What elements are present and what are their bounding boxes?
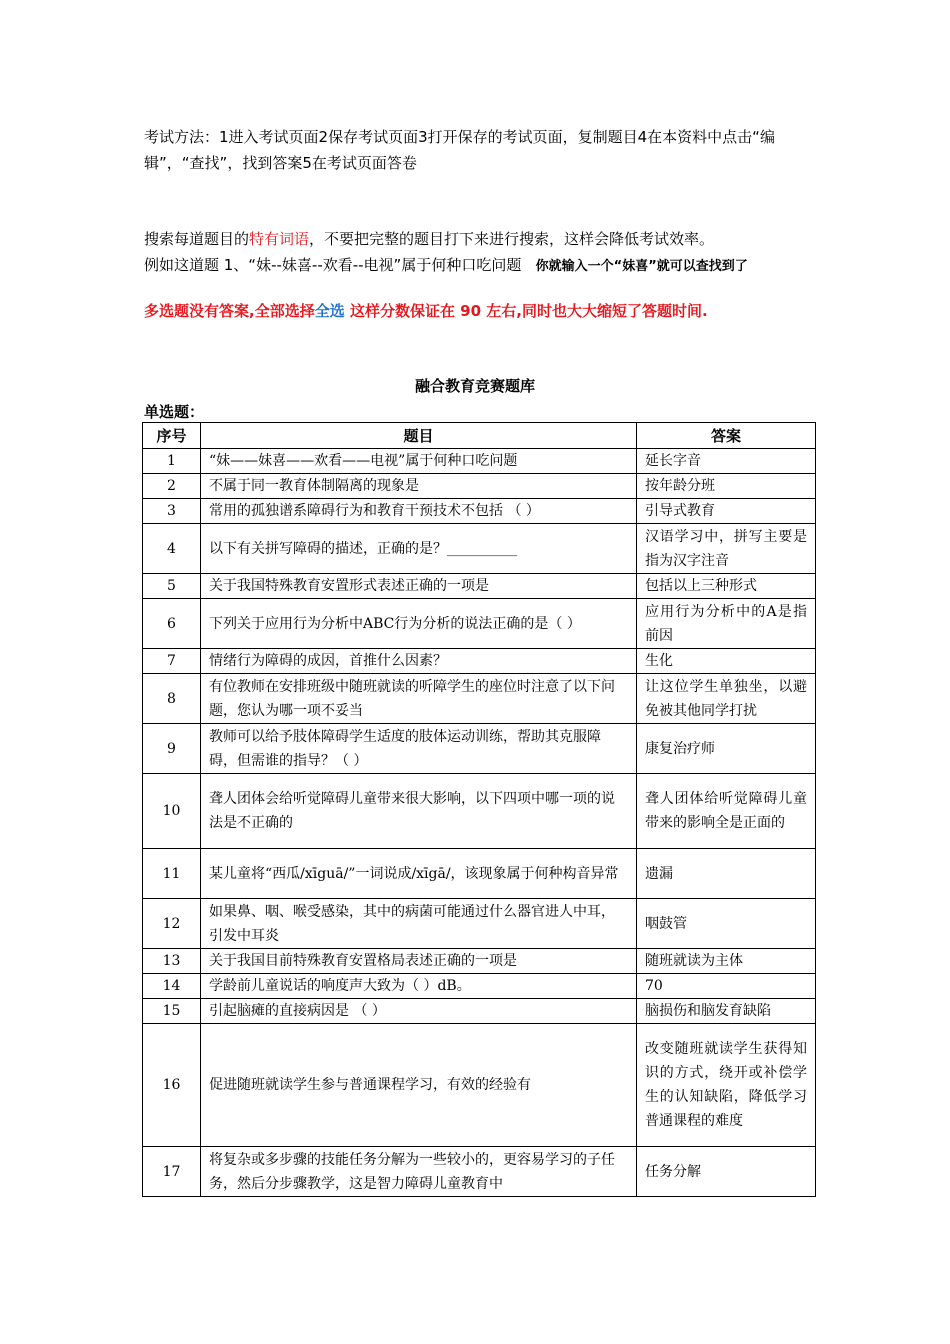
search-tip-text: 搜索每道题目的 — [144, 230, 250, 248]
row-question: 情绪行为障碍的成因，首推什么因素？ — [201, 649, 637, 674]
row-question: 以下有关拼写障碍的描述，正确的是？__________ — [201, 524, 637, 574]
row-number: 11 — [143, 849, 201, 899]
table-row — [143, 774, 816, 849]
table-row — [143, 474, 816, 499]
row-answer: 脑损伤和脑发育缺陷 — [637, 999, 816, 1024]
row-question: 教师可以给予肢体障碍学生适度的肢体运动训练，帮助其克服障碍，但需谁的指导？（ ） — [201, 724, 637, 774]
row-question-text: 将复杂或多步骤的技能任务分解为一些较小的，更容易学习的子任务，然后分步骤教学，这是智力障碍儿童教育中 — [209, 1151, 615, 1192]
section-label: 单选题： — [144, 403, 205, 421]
row-answer: 让这位学生单独坐，以避免被其他同学打扰 — [637, 674, 816, 724]
row-number: 9 — [143, 724, 201, 774]
row-answer: 70 — [637, 974, 816, 999]
row-answer: 改变随班就读学生获得知识的方式，绕开或补偿学生的认知缺陷，降低学习普通课程的难度 — [637, 1024, 816, 1147]
table-row — [143, 499, 816, 524]
multi-choice-text-end: 这样分数保证在 90 左右,同时也大大缩短了答题时间. — [344, 302, 708, 320]
row-answer: 聋人团体给听觉障碍儿童带来的影响全是正面的 — [637, 774, 816, 849]
row-question: 有位教师在安排班级中随班就读的听障学生的座位时注意了以下问题，您认为哪一项不妥当 — [201, 674, 637, 724]
table-row — [143, 449, 816, 474]
table-row — [143, 974, 816, 999]
search-tip-text-end: ，不要把完整的题目打下来进行搜索，这样会降低考试效率。 — [309, 230, 715, 248]
row-answer: 生化 — [637, 649, 816, 674]
row-number: 17 — [143, 1147, 201, 1197]
row-number: 14 — [143, 974, 201, 999]
row-question: 促进随班就读学生参与普通课程学习，有效的经验有 — [201, 1024, 637, 1147]
table-row — [143, 649, 816, 674]
row-answer: 咽鼓管 — [637, 899, 816, 949]
table-row — [143, 599, 816, 649]
row-answer: 引导式教育 — [637, 499, 816, 524]
table-header-row — [143, 423, 816, 449]
row-question: 下列关于应用行为分析中ABC行为分析的说法正确的是（ ） — [201, 599, 637, 649]
table-row — [143, 674, 816, 724]
table-row — [143, 1147, 816, 1197]
row-question: 聋人团体会给听觉障碍儿童带来很大影响，以下四项中哪一项的说法是不正确的 — [201, 774, 637, 849]
row-answer: 康复治疗师 — [637, 724, 816, 774]
header-question: 题目 — [201, 423, 637, 449]
row-question: 学龄前儿童说话的响度声大致为（ ）dB。 — [201, 974, 637, 999]
table-row — [143, 524, 816, 574]
exam-method-paragraph: 考试方法：1进入考试页面2保存考试页面3打开保存的考试页面，复制题目4在本资料中点击“编辑”，“查找”，找到答案5在考试页面答卷 — [144, 128, 775, 172]
document-title: 融合教育竞赛题库 — [414, 377, 535, 395]
row-number: 13 — [143, 949, 201, 974]
table-row — [143, 899, 816, 949]
table-row — [143, 1024, 816, 1147]
row-number: 6 — [143, 599, 201, 649]
question-answer-table — [142, 422, 816, 1197]
row-answer: 随班就读为主体 — [637, 949, 816, 974]
row-answer: 汉语学习中，拼写主要是指为汉字注音 — [637, 524, 816, 574]
row-number: 1 — [143, 449, 201, 474]
row-question: 不属于同一教育体制隔离的现象是 — [201, 474, 637, 499]
row-number: 4 — [143, 524, 201, 574]
row-question: 关于我国目前特殊教育安置格局表述正确的一项是 — [201, 949, 637, 974]
table-row — [143, 574, 816, 599]
row-number: 5 — [143, 574, 201, 599]
search-tip-paragraph — [144, 226, 816, 280]
table-row — [143, 999, 816, 1024]
header-number: 序号 — [143, 423, 201, 449]
row-number: 3 — [143, 499, 201, 524]
multi-choice-tip — [144, 298, 824, 324]
row-question — [201, 1147, 637, 1197]
row-answer: 延长字音 — [637, 449, 816, 474]
row-question: 引起脑瘫的直接病因是 （ ） — [201, 999, 637, 1024]
row-question: 如果鼻、咽、喉受感染，其中的病菌可能通过什么器官进人中耳，引发中耳炎 — [201, 899, 637, 949]
row-number: 12 — [143, 899, 201, 949]
multi-choice-text: 多选题没有答案,全部选择 — [144, 302, 315, 320]
row-number: 16 — [143, 1024, 201, 1147]
row-answer: 应用行为分析中的A是指前因 — [637, 599, 816, 649]
table-row — [143, 949, 816, 974]
row-question: 某儿童将“西瓜/xīguā/”一词说成/xīgā/，该现象属于何种构音异常 — [201, 849, 637, 899]
row-answer: 按年龄分班 — [637, 474, 816, 499]
multi-choice-highlight: 全选 — [314, 302, 345, 320]
search-tip-highlight: 特有词语 — [249, 230, 310, 248]
row-number: 2 — [143, 474, 201, 499]
row-answer: 任务分解 — [637, 1147, 816, 1197]
row-answer: 遗漏 — [637, 849, 816, 899]
example-text: 例如这道题 1、“妹--妹喜--欢看--电视”属于何种口吃问题 — [144, 256, 522, 274]
row-question: “妹——妹喜——欢看——电视”属于何种口吃问题 — [201, 449, 637, 474]
row-question: 常用的孤独谱系障碍行为和教育干预技术不包括 （ ） — [201, 499, 637, 524]
row-question: 关于我国特殊教育安置形式表述正确的一项是 — [201, 574, 637, 599]
table-row — [143, 724, 816, 774]
header-answer: 答案 — [637, 423, 816, 449]
table-row — [143, 849, 816, 899]
example-hint: 你就输入一个“妹喜”就可以查找到了 — [535, 259, 748, 274]
row-number: 8 — [143, 674, 201, 724]
row-answer: 包括以上三种形式 — [637, 574, 816, 599]
row-number: 7 — [143, 649, 201, 674]
row-number: 10 — [143, 774, 201, 849]
row-number: 15 — [143, 999, 201, 1024]
